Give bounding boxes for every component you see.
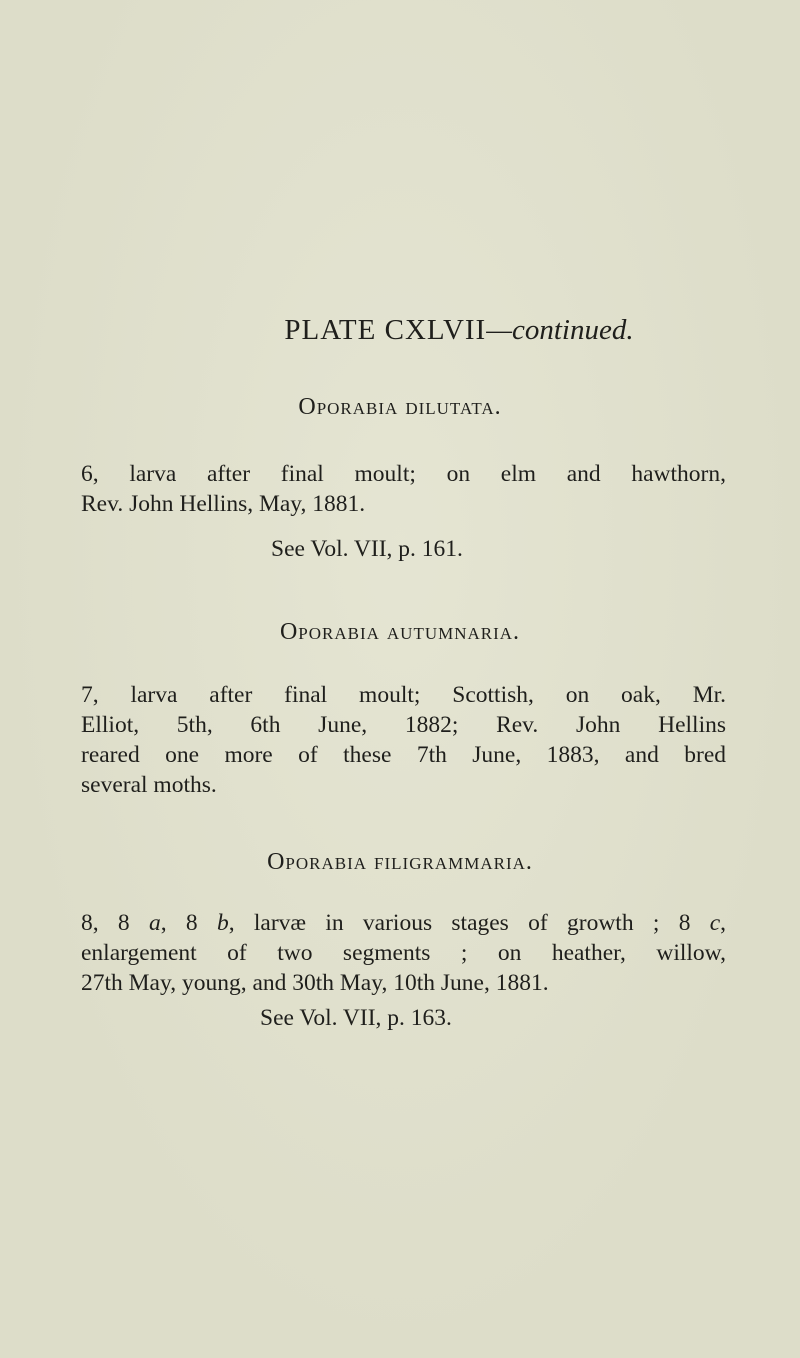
description-line: reared one more of these 7th June, 1883, and bred: [81, 742, 726, 768]
species-heading-dilutata: Oporabia dilutata.: [298, 394, 502, 420]
species-heading-autumnaria: Oporabia autumnaria.: [279, 619, 521, 645]
description-line: several moths.: [81, 772, 217, 798]
cross-reference-dilutata: See Vol. VII, p. 161.: [271, 536, 463, 562]
description-line: enlargement of two segments ; on heather, willow,: [81, 940, 726, 966]
description-line: 8, 8 a, 8 b, larvæ in various stages of growth ; 8 c,: [81, 910, 727, 936]
plate-title-continued: —continued.: [486, 314, 634, 346]
description-line: 27th May, young, and 30th May, 10th June, 1881.: [81, 970, 549, 996]
species-heading-filigrammaria: Oporabia filigrammaria.: [267, 849, 533, 875]
description-dilutata: [81, 459, 726, 519]
cross-reference-filigrammaria: See Vol. VII, p. 163.: [260, 1005, 452, 1031]
description-line: Rev. John Hellins, May, 1881.: [81, 491, 366, 517]
description-autumnaria: [81, 680, 726, 800]
description-line: 6, larva after final moult; on elm and hawthorn,: [81, 461, 726, 487]
plate-title-main: PLATE CXLVII: [284, 314, 487, 346]
description-line: Elliot, 5th, 6th June, 1882; Rev. John Hellins: [81, 712, 726, 738]
plate-title: [0, 312, 800, 348]
description-filigrammaria: [81, 908, 726, 998]
description-line: 7, larva after final moult; Scottish, on oak, Mr.: [81, 682, 726, 708]
